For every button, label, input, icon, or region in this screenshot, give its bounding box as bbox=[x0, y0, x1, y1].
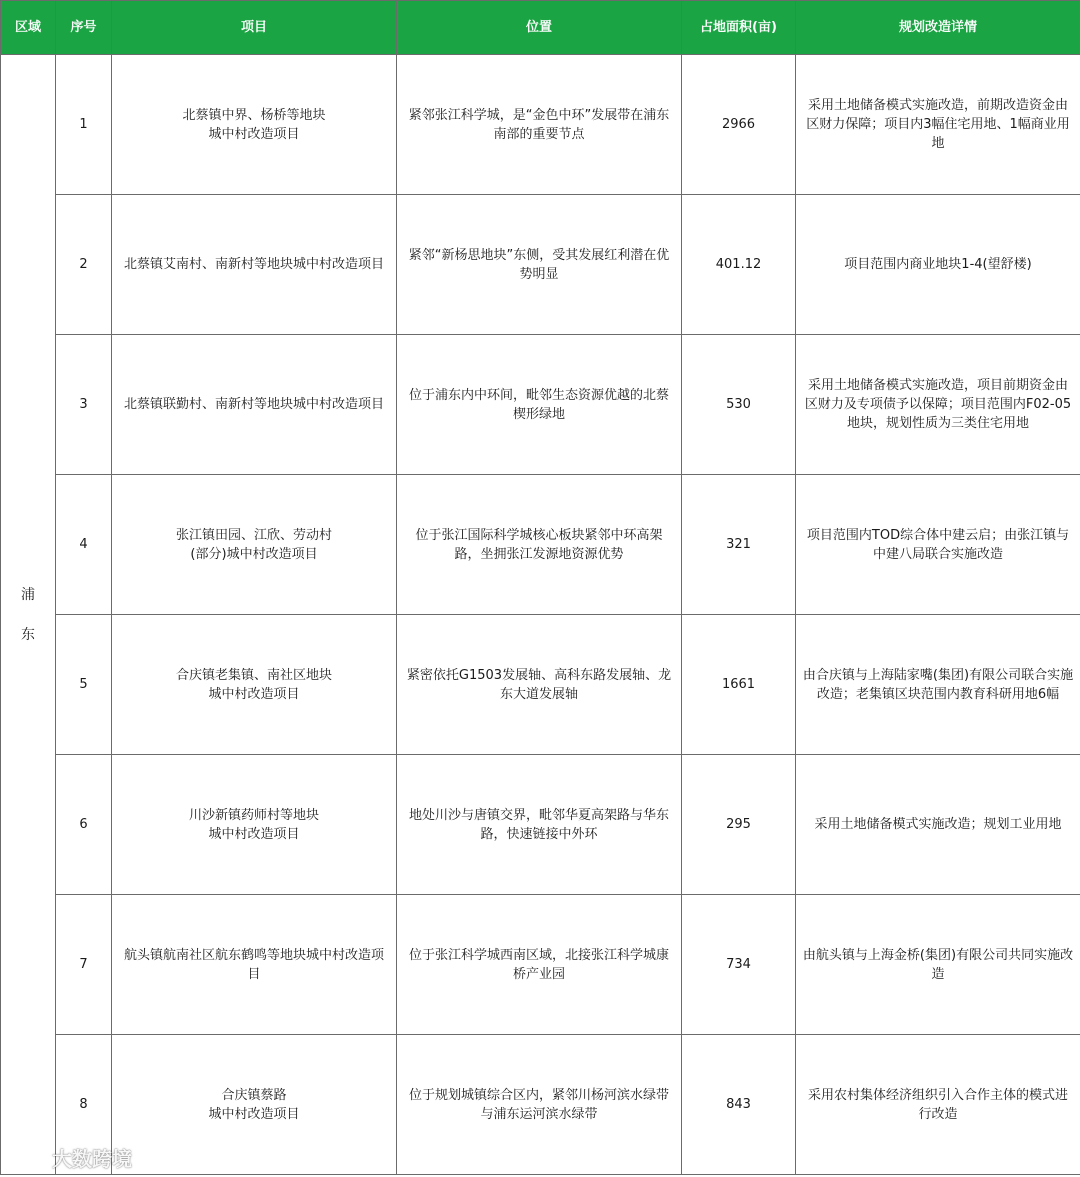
cell-area: 295 bbox=[682, 755, 796, 895]
table-row bbox=[1, 475, 1080, 615]
watermark-text: 大数跨境 bbox=[52, 1147, 132, 1171]
header-region: 区域 bbox=[1, 1, 56, 55]
cell-project: 航头镇航南社区航东鹤鸣等地块城中村改造项目 bbox=[112, 895, 397, 1035]
cell-project: 北蔡镇艾南村、南新村等地块城中村改造项目 bbox=[112, 195, 397, 335]
cell-project: 北蔡镇中界、杨桥等地块 城中村改造项目 bbox=[112, 55, 397, 195]
header-location: 位置 bbox=[397, 1, 682, 55]
chat-bubbles-logo-icon bbox=[8, 1145, 48, 1171]
table-row bbox=[1, 195, 1080, 335]
cell-no: 1 bbox=[56, 55, 112, 195]
cell-plan: 采用农村集体经济组织引入合作主体的模式进行改造 bbox=[796, 1035, 1080, 1175]
cell-location: 位于张江国际科学城核心板块紧邻中环高架路，坐拥张江发源地资源优势 bbox=[397, 475, 682, 615]
region-label: 浦东 bbox=[21, 586, 35, 643]
table-row bbox=[1, 615, 1080, 755]
cell-plan: 项目范围内TOD综合体中建云启；由张江镇与中建八局联合实施改造 bbox=[796, 475, 1080, 615]
table-row bbox=[1, 55, 1080, 195]
header-project: 项目 bbox=[112, 1, 397, 55]
cell-project: 合庆镇蔡路 城中村改造项目 bbox=[112, 1035, 397, 1175]
cell-no: 3 bbox=[56, 335, 112, 475]
cell-project: 合庆镇老集镇、南社区地块 城中村改造项目 bbox=[112, 615, 397, 755]
table-row bbox=[1, 335, 1080, 475]
cell-project: 川沙新镇药师村等地块 城中村改造项目 bbox=[112, 755, 397, 895]
cell-location: 位于浦东内中环间，毗邻生态资源优越的北蔡楔形绿地 bbox=[397, 335, 682, 475]
table-header-row bbox=[1, 1, 1080, 55]
cell-no: 4 bbox=[56, 475, 112, 615]
cell-plan: 项目范围内商业地块1-4(望舒楼) bbox=[796, 195, 1080, 335]
cell-location: 位于规划城镇综合区内，紧邻川杨河滨水绿带与浦东运河滨水绿带 bbox=[397, 1035, 682, 1175]
cell-area: 530 bbox=[682, 335, 796, 475]
cell-location: 紧邻张江科学城，是“金色中环”发展带在浦东南部的重要节点 bbox=[397, 55, 682, 195]
table-row bbox=[1, 895, 1080, 1035]
cell-plan: 由合庆镇与上海陆家嘴(集团)有限公司联合实施改造；老集镇区块范围内教育科研用地6幅 bbox=[796, 615, 1080, 755]
cell-area: 843 bbox=[682, 1035, 796, 1175]
table-body bbox=[1, 55, 1080, 1175]
cell-location: 位于张江科学城西南区域，北接张江科学城康桥产业园 bbox=[397, 895, 682, 1035]
table-row bbox=[1, 1035, 1080, 1175]
cell-location: 紧邻“新杨思地块”东侧，受其发展红利潜在优势明显 bbox=[397, 195, 682, 335]
cell-location: 地处川沙与唐镇交界，毗邻华夏高架路与华东路，快速链接中外环 bbox=[397, 755, 682, 895]
cell-plan: 采用土地储备模式实施改造；规划工业用地 bbox=[796, 755, 1080, 895]
cell-no: 8 bbox=[56, 1035, 112, 1175]
cell-area: 1661 bbox=[682, 615, 796, 755]
cell-area: 734 bbox=[682, 895, 796, 1035]
cell-no: 7 bbox=[56, 895, 112, 1035]
cell-plan: 采用土地储备模式实施改造，项目前期资金由区财力及专项债予以保障；项目范围内F02-05地块，规划性质为三类住宅用地 bbox=[796, 335, 1080, 475]
cell-no: 2 bbox=[56, 195, 112, 335]
table-row bbox=[1, 755, 1080, 895]
cell-area: 401.12 bbox=[682, 195, 796, 335]
cell-project: 张江镇田园、江欣、劳动村 (部分)城中村改造项目 bbox=[112, 475, 397, 615]
header-plan: 规划改造详情 bbox=[796, 1, 1080, 55]
cell-area: 2966 bbox=[682, 55, 796, 195]
cell-no: 5 bbox=[56, 615, 112, 755]
region-cell bbox=[1, 55, 56, 1175]
watermark bbox=[8, 1143, 132, 1172]
cell-plan: 采用土地储备模式实施改造，前期改造资金由区财力保障；项目内3幅住宅用地、1幅商业用地 bbox=[796, 55, 1080, 195]
cell-area: 321 bbox=[682, 475, 796, 615]
header-area: 占地面积(亩) bbox=[682, 1, 796, 55]
cell-project: 北蔡镇联勤村、南新村等地块城中村改造项目 bbox=[112, 335, 397, 475]
header-no: 序号 bbox=[56, 1, 112, 55]
cell-location: 紧密依托G1503发展轴、高科东路发展轴、龙东大道发展轴 bbox=[397, 615, 682, 755]
cell-no: 6 bbox=[56, 755, 112, 895]
cell-plan: 由航头镇与上海金桥(集团)有限公司共同实施改造 bbox=[796, 895, 1080, 1035]
